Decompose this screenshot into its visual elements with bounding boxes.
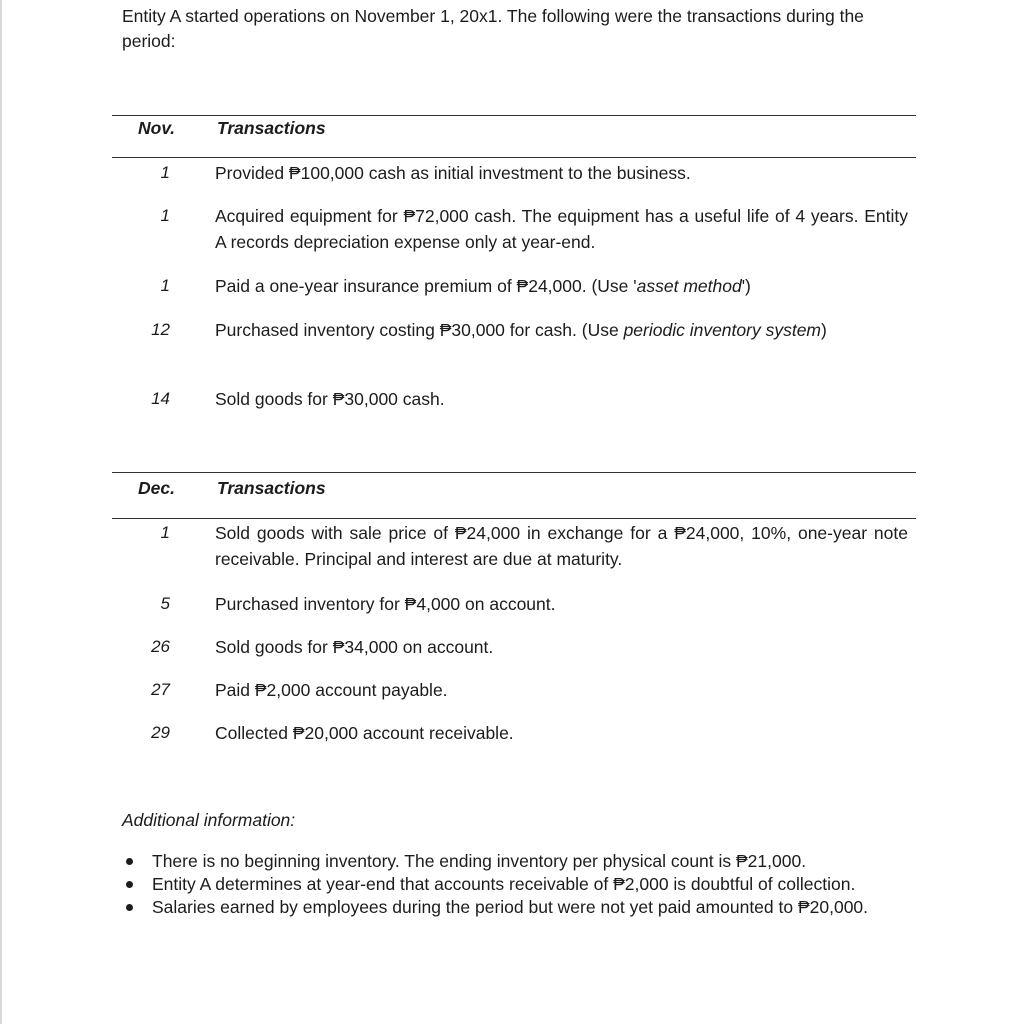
dec-row-5-text: Collected ₱20,000 account receivable. <box>215 723 514 743</box>
dec-header-rule <box>112 518 916 519</box>
nov-row-1-day: 1 <box>160 163 170 182</box>
dec-row-1-text: Sold goods with sale price of ₱24,000 in exchange for a ₱24,000, 10%, one-year note receivable. Principal and interest are due at maturity. <box>215 523 908 569</box>
nov-row-5-day: 14 <box>151 389 170 408</box>
bullet-icon <box>126 881 133 888</box>
dec-row-3-text: Sold goods for ₱34,000 on account. <box>215 637 494 657</box>
dec-row-4-day: 27 <box>151 680 170 699</box>
additional-info-item: There is no beginning inventory. The ending inventory per physical count is ₱21,000. <box>122 850 910 873</box>
nov-row-4-day: 12 <box>151 320 170 339</box>
dec-row-2-text: Purchased inventory for ₱4,000 on account. <box>215 594 556 614</box>
dec-row-3-day: 26 <box>151 637 170 656</box>
nov-month-header: Nov. <box>138 118 175 138</box>
intro-paragraph: Entity A started operations on November 1, 20x1. The following were the transactions during the period: <box>122 6 864 51</box>
additional-info-item: Entity A determines at year-end that accounts receivable of ₱2,000 is doubtful of collection. <box>122 873 910 896</box>
nov-row-1-text: Provided ₱100,000 cash as initial investment to the business. <box>215 163 691 183</box>
dec-row-2-day: 5 <box>160 594 170 613</box>
additional-info-title: Additional information: <box>122 810 296 830</box>
dec-row-1-day: 1 <box>160 523 170 542</box>
nov-top-rule <box>112 115 916 116</box>
dec-row-4-text: Paid ₱2,000 account payable. <box>215 680 448 700</box>
nov-row-3-day: 1 <box>160 276 170 295</box>
bullet-icon <box>126 858 133 865</box>
dec-top-rule <box>112 472 916 473</box>
additional-info-list <box>122 850 910 919</box>
nov-transactions-header: Transactions <box>217 118 326 138</box>
nov-row-2-day: 1 <box>160 206 170 225</box>
dec-transactions-header: Transactions <box>217 478 326 498</box>
nov-row-2-text: Acquired equipment for ₱72,000 cash. The equipment has a useful life of 4 years. Entity A records depreciation expense only at year-end. <box>215 206 908 252</box>
nov-row-5-text: Sold goods for ₱30,000 cash. <box>215 389 445 409</box>
nov-row-4-text: Purchased inventory costing ₱30,000 for cash. (Use periodic inventory system) <box>215 320 827 340</box>
bullet-icon <box>126 904 133 911</box>
nov-row-3-text: Paid a one-year insurance premium of ₱24,000. (Use 'asset method') <box>215 276 751 296</box>
dec-row-5-day: 29 <box>151 723 170 742</box>
page-edge <box>0 0 2 1024</box>
nov-header-rule <box>112 157 916 158</box>
dec-month-header: Dec. <box>138 478 175 498</box>
additional-info-item: Salaries earned by employees during the period but were not yet paid amounted to ₱20,000. <box>122 896 910 919</box>
